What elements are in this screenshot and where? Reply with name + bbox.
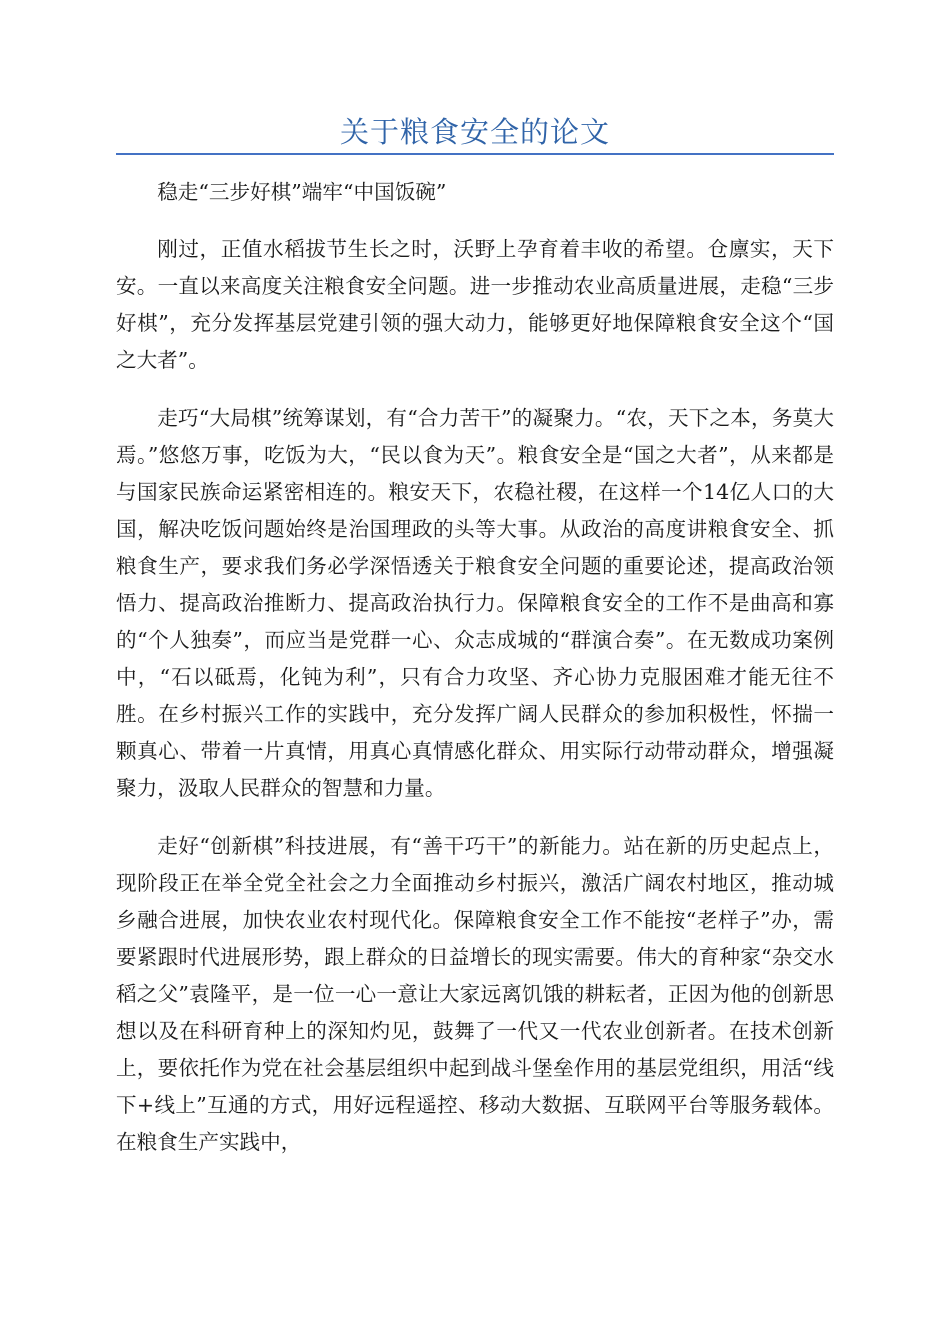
document-body bbox=[116, 174, 834, 1182]
paragraph-innovation: 走好“创新棋”科技进展，有“善干巧干”的新能力。站在新的历史起点上，现阶段正在举全党全社会之力全面推动乡村振兴，激活广阔农村地区，推动城乡融合进展，加快农业农村现代化。保障粮食安全工作不能按“老样子”办，需要紧跟时代进展形势，跟上群众的日益增长的现实需要。伟大的育种家“杂交水稻之父”袁隆平，是一位一心一意让大家远离饥饿的耕耘者，正因为他的创新思想以及在科研育种上的深知灼见，鼓舞了一代又一代农业创新者。在技术创新上，要依托作为党在社会基层组织中起到战斗堡垒作用的基层党组织，用活“线下+线上”互通的方式，用好远程遥控、移动大数据、互联网平台等服务载体。在粮食生产实践中， bbox=[116, 834, 834, 1154]
document-title: 关于粮食安全的论文 bbox=[339, 115, 610, 149]
paragraph-big-picture: 走巧“大局棋”统筹谋划，有“合力苦干”的凝聚力。“农，天下之本，务莫大焉。”悠悠万事，吃饭为大，“民以食为天”。粮食安全是“国之大者”，从来都是与国家民族命运紧密相连的。粮安天下，农稳社稷，在这样一个14亿人口的大国，解决吃饭问题始终是治国理政的头等大事。从政治的高度讲粮食安全、抓粮食生产，要求我们务必学深悟透关于粮食安全问题的重要论述，提高政治领悟力、提高政治推断力、提高政治执行力。保障粮食安全的工作不是曲高和寡的“个人独奏”，而应当是党群一心、众志成城的“群演合奏”。在无数成功案例中，“石以砥焉，化钝为利”，只有合力攻坚、齐心协力克服困难才能无往不胜。在乡村振兴工作的实践中，充分发挥广阔人民群众的参加积极性，怀揣一颗真心、带着一片真情，用真心真情感化群众、用实际行动带动群众，增强凝聚力，汲取人民群众的智慧和力量。 bbox=[116, 406, 834, 800]
title-underline-divider bbox=[116, 153, 834, 155]
paragraph-intro: 刚过，正值水稻拔节生长之时，沃野上孕育着丰收的希望。仓廪实，天下安。一直以来高度关注粮食安全问题。进一步推动农业高质量进展，走稳“三步好棋”，充分发挥基层党建引领的强大动力，能够更好地保障粮食安全这个“国之大者”。 bbox=[116, 237, 834, 372]
document-subtitle: 稳走“三步好棋”端牢“中国饭碗” bbox=[157, 180, 447, 204]
